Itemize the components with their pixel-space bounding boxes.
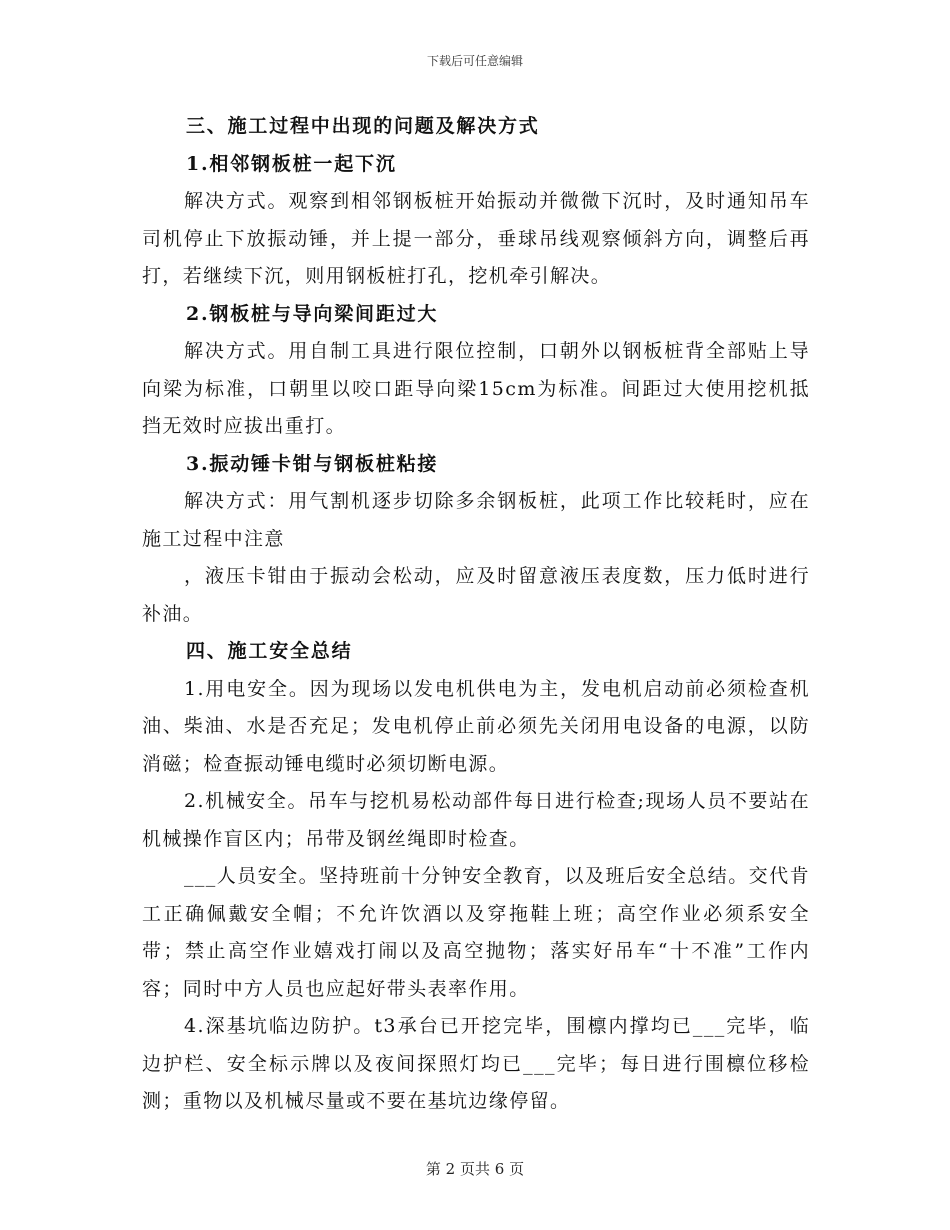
section-4-title: 四、施工安全总结 (186, 640, 353, 662)
item-1-body: 解决方式。观察到相邻钢板桩开始振动并微微下沉时，及时通知吊车司机停止下放振动锤，并上提一部分，垂球吊线观察倾斜方向，调整后再打，若继续下沉，则用钢板桩打孔，挖机牵引解决。 (142, 190, 810, 287)
item-2-body: 解决方式。用自制工具进行限位控制，口朝外以钢板桩背全部贴上导向梁为标准，口朝里以咬口距导向梁15cm为标准。间距过大使用挖机抵挡无效时应拔出重打。 (142, 340, 810, 437)
page-header: 下载后可任意编辑 (426, 54, 523, 68)
item-3-body-a: 解决方式：用气割机逐步切除多余钢板桩，此项工作比较耗时，应在施工过程中注意 (142, 490, 810, 550)
item-3-body-b: ，液压卡钳由于振动会松动，应及时留意液压表度数，压力低时进行补油。 (142, 565, 810, 625)
safety-item-1: 1.用电安全。因为现场以发电机供电为主，发电机启动前必须检查机油、柴油、水是否充足；发电机停止前必须先关闭用电设备的电源，以防消磁；检查振动锤电缆时必须切断电源。 (142, 677, 810, 775)
safety-item-2: 2.机械安全。吊车与挖机易松动部件每日进行检查;现场人员不要站在机械操作盲区内；吊带及钢丝绳即时检查。 (142, 790, 810, 850)
page-footer: 第 2 页共 6 页 (425, 1160, 525, 1178)
safety-item-3: ___人员安全。坚持班前十分钟安全教育，以及班后安全总结。交代肯工正确佩戴安全帽；不允许饮酒以及穿拖鞋上班；高空作业必须系安全带；禁止高空作业嬉戏打闹以及高空抛物；落实好吊车“十不准”工作内容；同时中方人员也应起好带头表率作用。 (142, 865, 810, 1000)
item-3-title: 3.振动锤卡钳与钢板桩粘接 (186, 452, 439, 475)
section-3-title: 三、施工过程中出现的问题及解决方式 (186, 115, 540, 137)
item-1-title: 1.相邻钢板桩一起下沉 (186, 152, 397, 175)
safety-item-4: 4.深基坑临边防护。t3承台已开挖完毕，围檩内撑均已___完毕，临边护栏、安全标示牌以及夜间探照灯均已___完毕；每日进行围檩位移检测；重物以及机械尽量或不要在基坑边缘停留。 (142, 1015, 810, 1112)
document-body (142, 108, 810, 1121)
item-2-title: 2.钢板桩与导向梁间距过大 (186, 302, 439, 325)
